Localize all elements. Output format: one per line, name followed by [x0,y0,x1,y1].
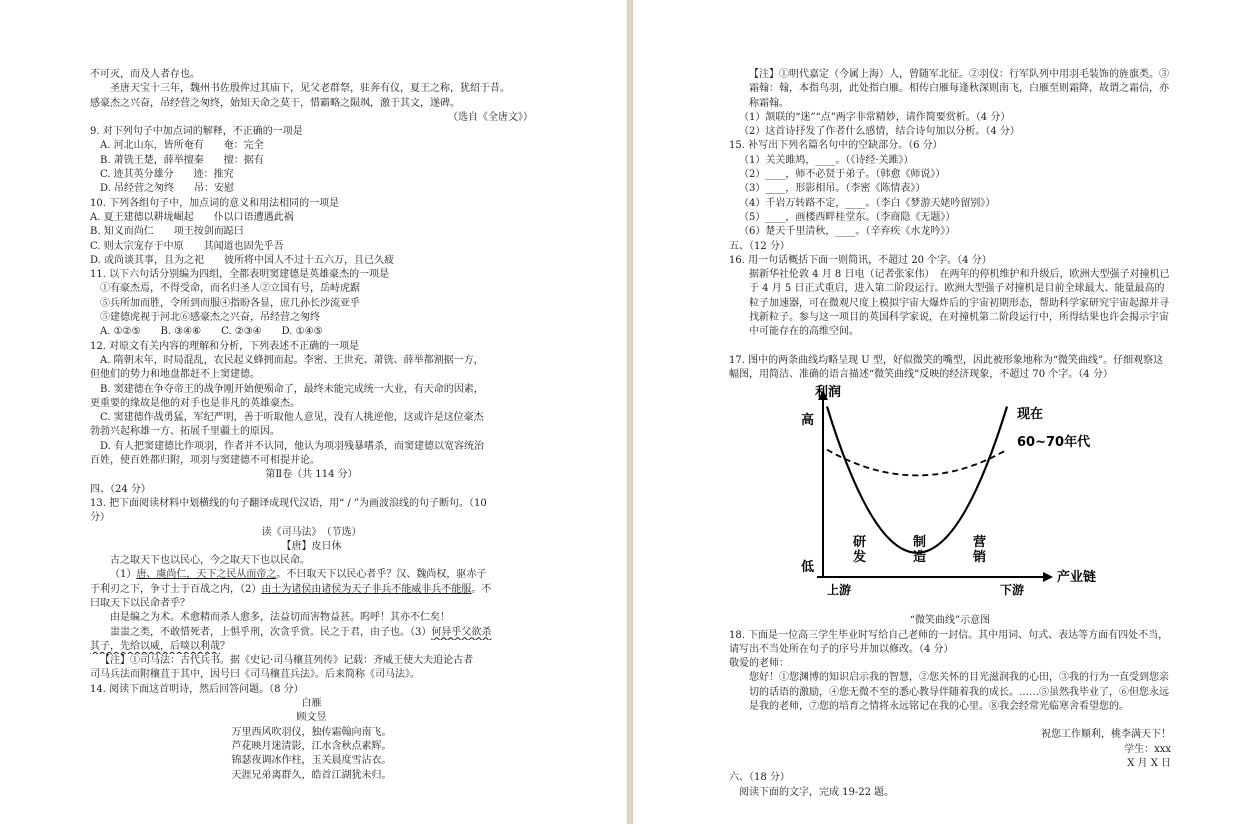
text-span: 。不 [471,583,492,595]
y-tick-low: 低 [801,560,815,576]
options: A. ①②⑤ B. ③④⑥ C. ②③④ D. ①④⑤ [100,326,323,338]
letter-closing: 祝您工作顺利，桃李满天下！ [1041,729,1171,741]
section-title: 第Ⅱ卷（共 114 分） [265,469,358,481]
fill-blank: （3）____，形影相吊。（李密《陈情表》） [739,183,926,195]
letter-greeting: 敬爱的老师： [729,658,789,670]
text-line: ⑤建德虎视于河北⑥感豪杰之兴奋，吊经营之匆终 [100,312,320,324]
option-c: C. 窦建德作战勇猛，军纪严明，善于听取他人意见，没有人挑逆他，这或许是这位豪杰 [100,412,484,424]
fill-blank: （1）关关雎鸠，____。（《诗经·关雎》） [739,154,914,166]
text-line [90,626,533,640]
chart-marks [827,406,1091,565]
q13-prefix: （1） [110,569,137,581]
left-page [0,0,627,824]
text-line: ①有豪杰焉，不得受命，而名归圣人②立国有号，岳峙虎踞 [100,283,360,295]
option-d: D. 或尚谈其事，且为之祀 彼所将中国人不过十五六万，且已久疲 [90,254,395,266]
question-19: 阅读下面的文字，完成 19-22 题。 [739,786,895,798]
text-line: 圣唐天宝十三年，魏州书佐殷侔过其庙下，见父老群祭，驻奔有仪，夏王之称，犹绍于昔。 [110,83,510,95]
question-13: 13. 把下面阅读材料中划横线的句子翻译成现代汉语，用“ / ”为画波浪线的句子断句。（10 [90,497,487,509]
option-b: B. 知义而尚仁 项王按剑而跽曰 [90,226,244,238]
text-span: 蚩蚩之类，不敢惜死者，上惧乎刑，次贪乎赏。民之于君，由子也。（3） [110,626,432,638]
poem-author: 顾文昱 [296,712,327,724]
text-span: 于利刃之下，争寸土于百战之内，（2） [90,583,262,595]
text-line: 不可灭，而及人者存也。 [90,69,200,80]
option-b: B. 窦建德在争夺帝王的战争刚开始便殒命了，最终未能完成统一大业，有天命的因素， [100,383,484,395]
right-column [729,68,1171,800]
poem-title: 白雁 [301,698,322,710]
x-axis-arrow [1043,572,1053,582]
sub-question: （1）颔联的“迷”“点”两字非常精妙，请作简要赏析。（4 分） [739,111,1011,123]
question-9: 9. 对下列句子中加点词的解释，不正确的一项是 [90,126,303,138]
category-label-1: 制造 [913,535,927,566]
spacer [729,714,1171,728]
poem-note: 【注】①明代嘉定（今属上海）人，曾随军北征。②羽仪：行军队列中用羽毛装饰的旌旗类。③霜翰：翰，本指鸟羽，此处指白雁。相传白雁每逢秋深则南飞，白雁至则霜降，故谓之霜信，亦称霜翰。 [749,69,1169,109]
text-span: ？ [220,640,230,652]
question-11: 11. 以下六句话分别编为四组，全都表明窦建德是英雄豪杰的一项是 [90,269,390,281]
section-heading: 六、（18 分） [729,772,790,784]
letter-date: X 月 X 日 [1127,757,1171,769]
wavy-sentence: 其子，先给以威，后啖以利哉 [90,640,220,652]
option-a: A. 隋朝末年，时局混乱，农民起义蜂拥而起。李密、王世充、萧铣、薛举都割据一方， [100,354,484,366]
smile-curve-figure [729,384,1171,614]
text-line: 曰取天下以民命者乎？ [90,597,190,609]
series-line-0 [827,407,1007,553]
section-heading: 四、（24 分） [90,483,151,495]
text-line: ⑤兵所加而胜，令所到而服④指盼各显，庶几孙长沙流亚乎 [100,297,360,309]
passage-author: 【唐】皮日休 [281,540,342,552]
text-line: 更重要的缘故是他的对手也是非凡的英雄豪杰。 [90,397,300,409]
option-a: A. 夏王建德以耕垅崛起 仆以口语遭遇此祸 [90,211,294,223]
series-label-0: 现在 [1017,407,1044,423]
text-line: 分） [90,512,110,524]
text-line: 百姓，使百姓都归附，项羽与窦建德不可相提并论。 [90,455,320,467]
smile-curve-chart [795,384,1105,604]
poem-line: 芦花映月迷清影，江水含秋点素辉。 [231,740,392,752]
category-label-0: 研发 [853,535,867,566]
text-line: 古之取天下也以民心，今之取天下也以民命。 [110,555,310,567]
text-line: 由是编之为术。术愈精而杀人愈多，法益切而害物益甚。呜呼！其亦不仁矣！ [110,612,450,624]
option-c: C. 迹其英分雄分 迹：推究 [100,169,234,181]
y-axis-label: 利润 [815,385,842,401]
poem-line: 万里西风吹羽仪，独传霜翰向南飞。 [231,726,392,738]
source-note: （选自《全唐文》） [448,111,533,123]
news-passage: 据新华社伦敦 4 月 8 日电（记者张家伟） 在两年的停机维护和升级后，欧洲大型强子对撞机已于 4 月 5 日正式重启，进入第二阶段运行。欧洲大型强子对撞机是目前全球最大、能量最高的粒子加速器，可在微观尺度上模拟宇宙大爆炸后的宇宙初期形态，帮助科学家研究宇宙起源并寻找新粒子。参与这一项目的英国科学家说，在对撞机第二阶段运行中，所得结果也许会揭示宇宙中可能存在的高维空间。 [749,269,1170,338]
question-10: 10. 下列各组句子中，加点词的意义和用法相同的一项是 [90,197,340,209]
poem-line: 锦瑟夜调冰作柱，玉关晨度雪沾衣。 [231,755,392,767]
fill-blank: （5）____，画楼西畔桂堂东。（李商隐《无题》） [739,211,956,223]
option-d: D. 有人把窦建德比作项羽，作者并不认同，他认为项羽残暴嗜杀，而窦建德以宽容统治 [100,440,485,452]
x-axis-label: 产业链 [1057,570,1097,586]
question-14: 14. 阅读下面这首明诗，然后回答问题。（8 分） [90,683,304,695]
series-line-1 [827,450,1007,476]
annotation: 【注】①司马法：古代兵书。据《史记·司马穰苴列传》记载：齐威王使大夫追论古者 [100,655,474,667]
question-16: 16. 用一句话概括下面一则简讯，不超过 20 个字。（4 分） [729,254,992,266]
x-end-upstream: 上游 [827,583,852,598]
fill-blank: （4）千岩万转路不定，____。（李白《梦游天姥吟留别》） [739,197,996,209]
option-a: A. 河北山东，皆所奄有 奄：完全 [100,140,264,152]
underlined-sentence-1: 唐、虞尚仁，天下之民从而帝之 [136,569,277,581]
letter-sign: 学生：xxx [1124,743,1171,755]
question-15: 15. 补写出下列名篇名句中的空缺部分。（6 分） [729,140,943,152]
poem-line: 天涯兄弟离群久，皓首江湖犹未归。 [231,769,392,781]
series-label-1: 60~70年代 [1017,435,1091,451]
left-column [90,68,533,783]
letter-body: 您好！①您渊博的知识启示我的智慧，②您关怀的目光滋润我的心田，③我的行为一直受到您亲切的话语的激励，④您无微不至的悉心教导伴随着我的成长。……⑤虽然我毕业了，⑥但您永远是我的老师，⑦您的培育之情将永远铭记在我的心里。⑧我会经常光临寒舍看望您的。 [749,672,1169,713]
x-end-downstream: 下游 [1000,583,1025,598]
text-span: 。不曰取天下以民心者乎？汉、魏尚权，驱赤子 [276,569,487,581]
y-tick-high: 高 [801,413,815,429]
question-18: 18. 下面是一位高三学生毕业时写给自己老师的一封信。其中用词、句式、表达等方面有四处不当，请写出不当处所在句子的序号并加以修改。（4 分） [729,629,1169,655]
underlined-sentence-2: 由士为诸侯由诸侯为天子非兵不能威非兵不能服 [261,583,472,595]
question-17: 17. 图中的两条曲线均略呈现 U 型，好似微笑的嘴型，因此被形象地称为“微笑曲线”。仔细观察这幅图，用简洁、准确的语言描述“微笑曲线”反映的经济现象，不超过 70 个字。（4 分） [729,354,1164,380]
text-line [90,640,533,654]
text-line: 勃勃兴起称雄一方、拓展千里疆土的原因。 [90,426,280,438]
text-line [90,583,533,597]
section-heading: 五、（12 分） [729,240,790,252]
wavy-sentence: 何异乎父欲杀 [431,626,492,638]
category-label-2: 营销 [973,535,987,566]
text-line: 感豪杰之兴奋，吊经营之匆终，始知天命之莫干，惜霸略之陨飒，激于其文，遂碑。 [90,97,460,109]
text-line: 但他们的势力和地盘都赶不上窦建德。 [90,369,260,381]
option-d: D. 吊经营之匆终 吊：安慰 [100,183,235,195]
question-12: 12. 对原文有关内容的理解和分析，下列表述不正确的一项是 [90,340,360,352]
text-line [90,568,533,582]
text-line: 司马兵法而附穰苴于其中，因号曰《司马穰苴兵法》。后来简称《司马法》。 [90,669,420,681]
right-page [633,0,1256,824]
passage-title: 读《司马法》 （节选） [261,526,362,538]
spacer [729,340,1171,354]
sub-question: （2）这首诗抒发了作者什么感情，结合诗句加以分析。（4 分） [739,126,1020,138]
option-c: C. 则太宗宠存于中原 其闻道也固先乎吾 [90,240,284,252]
figure-caption: “微笑曲线”示意图 [909,615,991,627]
option-b: B. 萧铣王楚，薛举擅秦 擅：据有 [100,154,264,166]
fill-blank: （6）楚天千里清秋，____。（辛弃疾《水龙吟》） [739,226,956,238]
fill-blank: （2）____，师不必贤于弟子。（韩愈《师说》） [739,169,946,181]
